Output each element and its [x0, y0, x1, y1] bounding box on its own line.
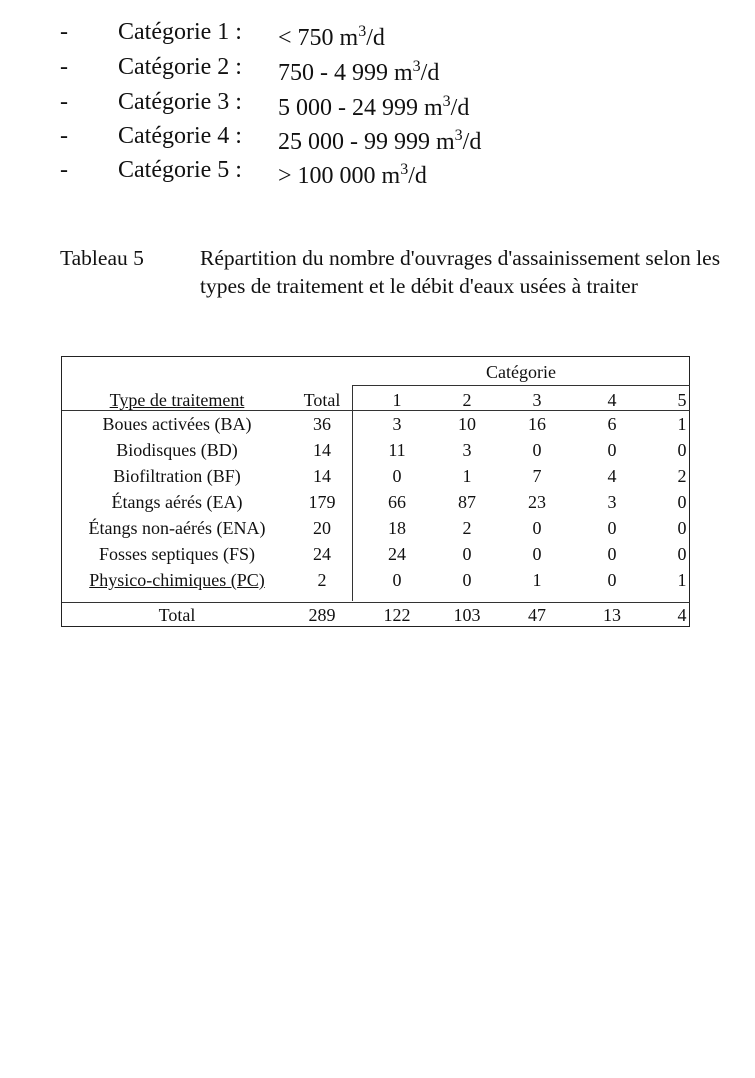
- cell-cat5: 0: [677, 440, 687, 460]
- cell-cat2: 0: [462, 570, 472, 590]
- total-cell-cat4: 13: [603, 605, 621, 625]
- cell-cat3: 0: [532, 544, 542, 564]
- cell-cat1: 11: [388, 440, 406, 460]
- unit-exponent: 3: [442, 93, 451, 110]
- row-label: Fosses septiques (FS): [98, 544, 255, 564]
- column-header-cat5: 5: [677, 390, 687, 410]
- list-dash: -: [60, 54, 68, 80]
- cell-cat4: 0: [607, 440, 617, 460]
- unit-suffix: /d: [450, 95, 470, 121]
- cell-total: 14: [313, 440, 331, 460]
- total-column-divider: [352, 385, 353, 601]
- row-label: Biodisques (BD): [116, 440, 238, 460]
- column-header-text: Type de traitement: [109, 390, 245, 410]
- cell-cat2: 87: [458, 492, 476, 512]
- cell-cat1: 0: [392, 466, 402, 486]
- range-value: 5 000 - 24 999 m: [278, 95, 443, 121]
- unit-exponent: 3: [454, 127, 463, 144]
- unit-exponent: 3: [358, 23, 367, 40]
- total-rule: [62, 602, 690, 603]
- range-value: 25 000 - 99 999 m: [278, 129, 455, 155]
- cell-cat4: 0: [607, 544, 617, 564]
- list-dash: -: [60, 123, 68, 149]
- row-label: Boues activées (BA): [102, 414, 252, 434]
- cell-cat3: 0: [532, 440, 542, 460]
- cell-cat2: 1: [462, 466, 472, 486]
- column-header-cat1: 1: [392, 390, 402, 410]
- cell-cat5: 0: [677, 492, 687, 512]
- unit-exponent: 3: [412, 58, 421, 75]
- total-cell-cat5: 4: [677, 605, 687, 625]
- category-label: Catégorie 5 :: [118, 157, 242, 183]
- cell-cat4: 4: [607, 466, 617, 486]
- caption-text: Répartition du nombre d'ouvrages d'assainissement selon les types de traitement et le débit d'eaux usées à traiter: [200, 246, 721, 298]
- cell-cat4: 0: [607, 518, 617, 538]
- range-value: > 100 000 m: [278, 163, 401, 189]
- row-label-text: Physico-chimiques (PC): [89, 570, 265, 590]
- column-header-cat4: 4: [607, 390, 617, 410]
- total-cell-cat3: 47: [528, 605, 546, 625]
- cell-cat3: 7: [532, 466, 542, 486]
- total-cell-cat2: 103: [453, 605, 481, 625]
- cell-cat1: 24: [388, 544, 406, 564]
- cell-cat1: 66: [388, 492, 406, 512]
- category-range: [278, 154, 427, 192]
- unit-suffix: /d: [420, 60, 440, 86]
- total-cell-cat1: 122: [383, 605, 411, 625]
- column-header-type: [62, 389, 292, 411]
- column-header-total: Total: [303, 390, 341, 410]
- data-table: [61, 356, 690, 627]
- total-cell-total: 289: [308, 605, 336, 625]
- range-value: < 750 m: [278, 25, 359, 51]
- row-label: Étangs non-aérés (ENA): [88, 518, 266, 538]
- cell-cat5: 1: [677, 414, 687, 434]
- cell-cat1: 18: [388, 518, 406, 538]
- cell-cat2: 0: [462, 544, 472, 564]
- row-label: Étangs aérés (EA): [111, 492, 243, 512]
- column-header-cat3: 3: [532, 390, 542, 410]
- category-range: [278, 51, 439, 89]
- cell-cat2: 3: [462, 440, 472, 460]
- caption-label: Tableau 5: [60, 246, 144, 270]
- list-dash: -: [60, 19, 68, 45]
- cell-cat3: 1: [532, 570, 542, 590]
- cell-total: 20: [313, 518, 331, 538]
- cell-cat5: 0: [677, 518, 687, 538]
- cell-cat4: 3: [607, 492, 617, 512]
- cell-cat1: 0: [392, 570, 402, 590]
- cell-cat5: 0: [677, 544, 687, 564]
- unit-suffix: /d: [408, 163, 427, 189]
- list-dash: -: [60, 157, 68, 183]
- list-dash: -: [60, 89, 68, 115]
- cell-cat3: 23: [528, 492, 546, 512]
- cell-cat2: 2: [462, 518, 472, 538]
- unit-suffix: /d: [366, 25, 385, 51]
- cell-cat1: 3: [392, 414, 402, 434]
- cell-total: 179: [308, 492, 336, 512]
- total-label: Total: [158, 605, 196, 625]
- range-value: 750 - 4 999 m: [278, 60, 413, 86]
- cell-cat3: 0: [532, 518, 542, 538]
- cell-total: 2: [317, 570, 327, 590]
- category-label: Catégorie 1 :: [118, 19, 242, 45]
- row-label: [62, 569, 292, 591]
- column-header-cat2: 2: [462, 390, 472, 410]
- cell-cat3: 16: [528, 414, 546, 434]
- category-range: [278, 120, 481, 158]
- cell-cat4: 6: [607, 414, 617, 434]
- category-range: [278, 16, 385, 54]
- category-label: Catégorie 4 :: [118, 123, 242, 149]
- cell-cat4: 0: [607, 570, 617, 590]
- category-label: Catégorie 3 :: [118, 89, 242, 115]
- unit-suffix: /d: [462, 129, 482, 155]
- cell-cat5: 1: [677, 570, 687, 590]
- category-label: Catégorie 2 :: [118, 54, 242, 80]
- group-header-rule: [352, 385, 690, 386]
- group-header-categorie: Catégorie: [486, 362, 556, 382]
- cell-cat2: 10: [458, 414, 476, 434]
- cell-total: 24: [313, 544, 331, 564]
- row-label: Biofiltration (BF): [113, 466, 241, 486]
- category-range: [278, 86, 469, 124]
- cell-cat5: 2: [677, 466, 687, 486]
- unit-exponent: 3: [400, 161, 409, 178]
- cell-total: 14: [313, 466, 331, 486]
- cell-total: 36: [313, 414, 331, 434]
